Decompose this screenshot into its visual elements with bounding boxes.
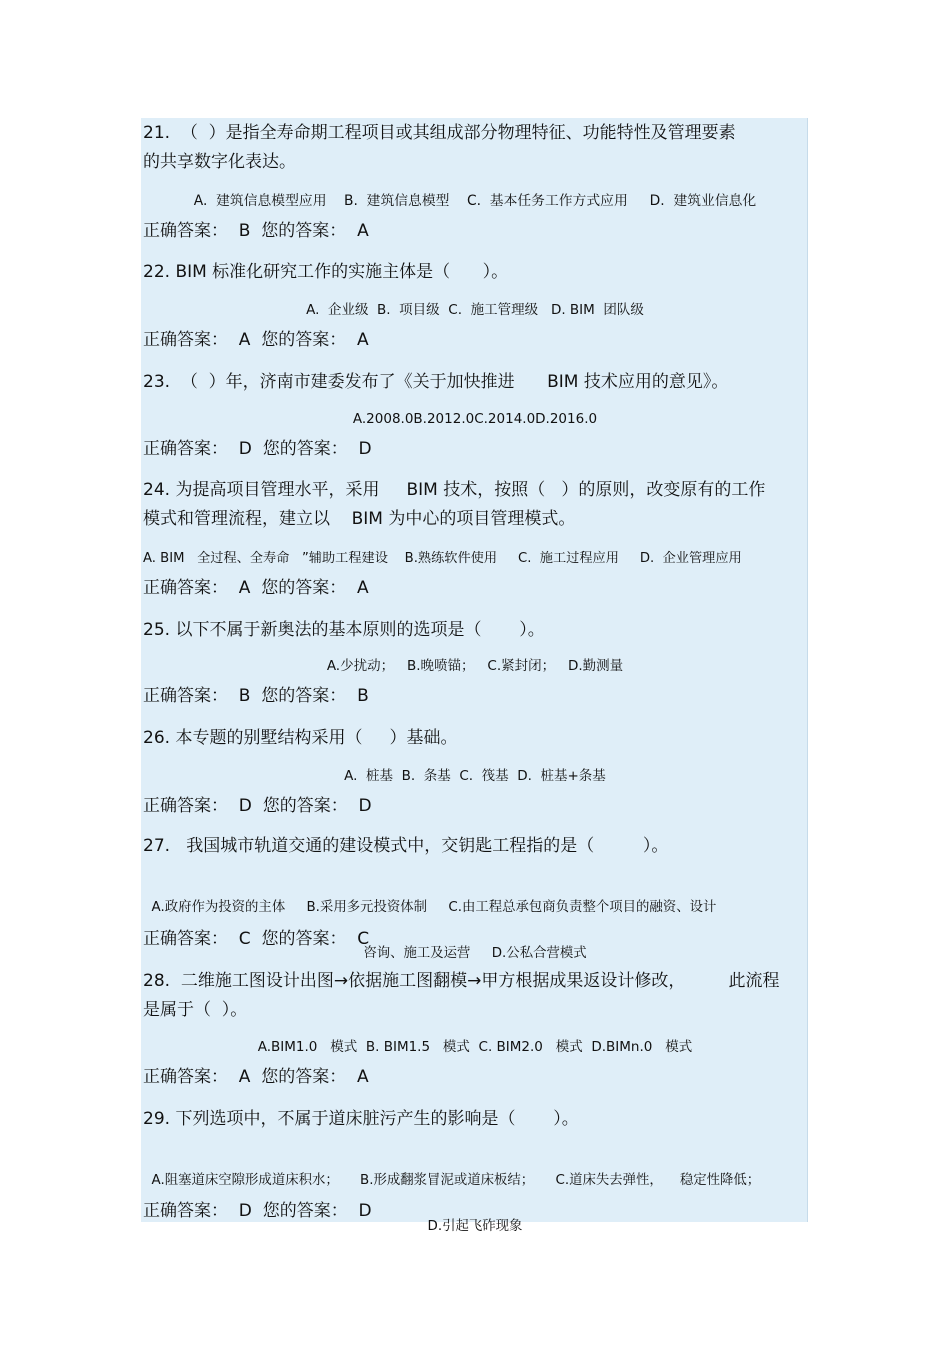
question-21-text: 21. （ ）是指全寿命期工程项目或其组成部分物理特征、功能特性及管理要素 的共享数字化表达。 <box>143 123 736 172</box>
question-22-answer: 正确答案： A 您的答案： A <box>143 330 369 350</box>
question-25-text: 25. 以下不属于新奥法的基本原则的选项是（ ）。 <box>143 620 545 640</box>
question-24-answer: 正确答案： A 您的答案： A <box>143 578 369 598</box>
question-29-text: 29. 下列选项中，不属于道床脏污产生的影响是（ ）。 <box>143 1109 579 1129</box>
question-21-answer: 正确答案： B 您的答案： A <box>143 221 369 241</box>
question-28-answer: 正确答案： A 您的答案： A <box>143 1067 369 1087</box>
question-24-options: A. BIM 全过程、全寿命 ”辅助工程建设 B.熟练软件使用 C. 施工过程应用 D. 企业管理应用 <box>143 551 742 566</box>
question-24-text: 24. 为提高项目管理水平，采用 BIM 技术，按照（ ）的原则，改变原有的工作 模式和管理流程，建立以 BIM 为中心的项目管理模式。 <box>143 480 766 529</box>
question-27-options-line2: 咨询、施工及运营 D.公私合营模式 <box>363 946 587 961</box>
question-29-answer: 正确答案： D 您的答案： D <box>143 1201 372 1221</box>
question-27-options-line1: A.政府作为投资的主体 B.采用多元投资体制 C.由工程总承包商负责整个项目的融资、设计 <box>151 900 717 915</box>
question-22-text: 22. BIM 标准化研究工作的实施主体是（ ）。 <box>143 262 509 282</box>
question-25-options: A.少扰动； B.晚喷锚； C.紧封闭； D.勤测量 <box>326 658 624 674</box>
question-29-options-line2: D.引起飞砟现象 <box>427 1219 523 1234</box>
question-28-text: 28. 二维施工图设计出图→依据施工图翻模→甲方根据成果返设计修改， 此流程 是属于（ ）。 <box>143 971 780 1020</box>
question-26-text: 26. 本专题的别墅结构采用（ ）基础。 <box>143 728 458 748</box>
question-23-options: A.2008.0B.2012.0C.2014.0D.2016.0 <box>352 411 598 427</box>
question-28-options: A.BIM1.0 模式 B. BIM1.5 模式 C. BIM2.0 模式 D.BIMn.0 模式 <box>257 1039 693 1055</box>
question-26-options: A. 桩基 B. 条基 C. 筏基 D. 桩基+条基 <box>344 768 606 784</box>
question-22-options: A. 企业级 B. 项目级 C. 施工管理级 D. BIM 团队级 <box>306 302 644 318</box>
question-29-options-line1: A.阻塞道床空隙形成道床积水； B.形成翻浆冒泥或道床板结； C.道床失去弹性， 稳定性降低； <box>151 1173 761 1188</box>
question-27-answer: 正确答案： C 您的答案： C <box>143 929 370 949</box>
question-23-answer: 正确答案： D 您的答案： D <box>143 439 372 459</box>
question-23-text: 23. （ ）年，济南市建委发布了《关于加快推进 BIM 技术应用的意见》。 <box>143 372 729 392</box>
question-25-answer: 正确答案： B 您的答案： B <box>143 686 369 706</box>
question-21-options: A. 建筑信息模型应用 B. 建筑信息模型 C. 基本任务工作方式应用 D. 建筑业信息化 <box>193 193 757 209</box>
question-27-text: 27. 我国城市轨道交通的建设模式中，交钥匙工程指的是（ ）。 <box>143 836 669 856</box>
question-26-answer: 正确答案： D 您的答案： D <box>143 796 372 816</box>
